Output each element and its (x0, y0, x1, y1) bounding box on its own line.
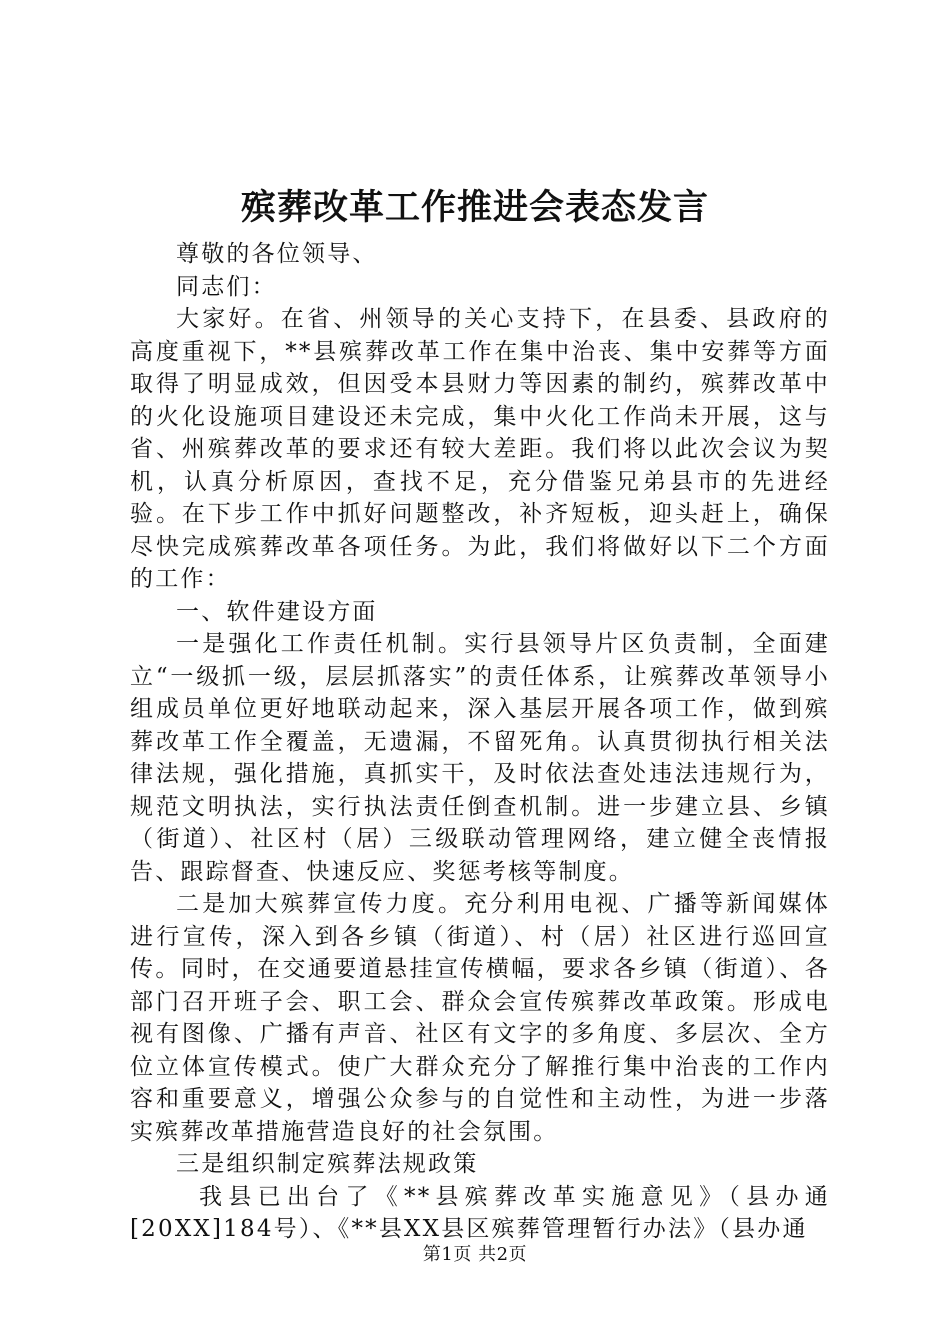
page-footer: 第1页 共2页 (422, 1244, 528, 1265)
document-body (130, 238, 830, 1246)
body-paragraph: 二是加大殡葬宣传力度。充分利用电视、广播等新闻媒体进行宣传，深入到各乡镇（街道）、村（居）社区进行巡回宣传。同时，在交通要道悬挂宣传横幅，要求各乡镇（街道）、各部门召开班子会、职工会、群众会宣传殡葬改革政策。形成电视有图像、广播有声音、社区有文字的多角度、多层次、全方位立体宣传模式。使广大群众充分了解推行集中治丧的工作内容和重要意义，增强公众参与的自觉性和主动性，为进一步落实殡葬改革措施营造良好的社会氛围。 (130, 891, 830, 1145)
subsection-heading: 三是组织制定殡葬法规政策 (176, 1151, 479, 1177)
section-heading: 一、软件建设方面 (176, 598, 378, 625)
document-title: 殡葬改革工作推进会表态发言 (240, 187, 709, 228)
salutation-line: 同志们： (176, 273, 277, 300)
body-paragraph: 大家好。在省、州领导的关心支持下，在县委、县政府的高度重视下，**县殡葬改革工作在集中治丧、集中安葬等方面取得了明显成效，但因受本县财力等因素的制约，殡葬改革中的火化设施项目建设还未完成，集中火化工作尚未开展，这与省、州殡葬改革的要求还有较大差距。我们将以此次会议为契机，认真分析原因，查找不足，充分借鉴兄弟县市的先进经验。在下步工作中抓好问题整改，补齐短板，迎头赶上，确保尽快完成殡葬改革各项任务。为此，我们将做好以下二个方面的工作： (130, 306, 830, 592)
salutation-line: 尊敬的各位领导、 (176, 241, 378, 267)
body-paragraph: 我县已出台了《**县殡葬改革实施意见》（县办通[20XX]184号）、《**县XX县区殡葬管理暂行办法》（县办通 (130, 1183, 830, 1242)
body-paragraph: 一是强化工作责任机制。实行县领导片区负责制，全面建立“一级抓一级，层层抓落实”的责任体系，让殡葬改革领导小组成员单位更好地联动起来，深入基层开展各项工作，做到殡葬改革工作全覆盖，无遗漏，不留死角。认真贯彻执行相关法律法规，强化措施，真抓实干，及时依法查处违法违规行为，规范文明执法，实行执法责任倒查机制。进一步建立县、乡镇（街道）、社区村（居）三级联动管理网络，建立健全丧情报告、跟踪督查、快速反应、奖惩考核等制度。 (130, 631, 830, 885)
